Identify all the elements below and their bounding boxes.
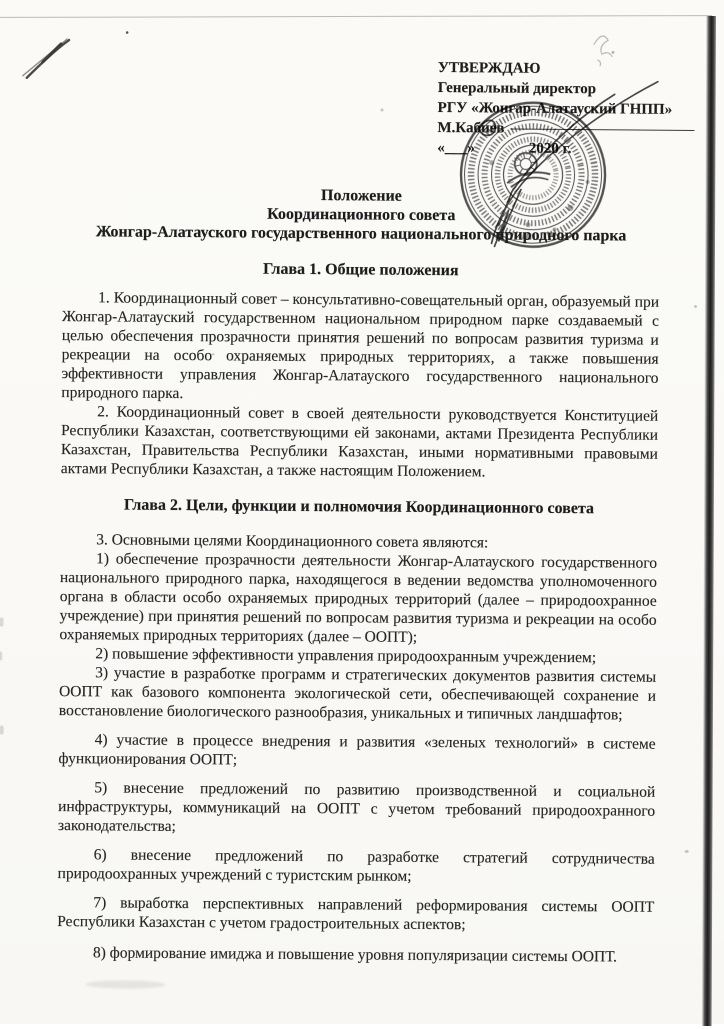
list-item-3: 3) участие в разработке программ и стратегических документов развития системы ООПТ как базового компонента экологической сети, обеспечивающей сохранение и восстановление биологического разнообразия, уникальных и типичных ландшафтов; bbox=[59, 663, 656, 725]
handwritten-page-mark bbox=[9, 26, 139, 89]
list-item-7: 7) выработка перспективных направлений реформирования системы ООПТ Республики Казахстан с учетом градостроительных аспектов; bbox=[57, 893, 654, 936]
date-day-blank: «___» bbox=[437, 140, 475, 156]
scan-margin-mark bbox=[0, 726, 4, 735]
list-item-8: 8) формирование имиджа и повышение уровня популяризации системы ООПТ. bbox=[57, 943, 654, 967]
approver-organization: РГУ «Жонгар-Алатауский ГНПП» bbox=[437, 98, 699, 120]
paragraph-1: 1. Координационный совет – консультативно-совещательный орган, образуемый при Жонгар-Алатауский государственном национальном природном парке создаваемый с целью обеспечения прозрачности принятия решений по вопросам развития туризма и рекреации на особо охраняемых природных территориях, а также повышения эффективности управления Жонгар-Алатауского государственного национального природного парка. bbox=[61, 288, 659, 407]
scan-speck bbox=[212, 353, 215, 355]
chapter-1-heading: Глава 1. Общие положения bbox=[62, 258, 659, 282]
chapter-2-heading: Глава 2. Цели, функции и полномочия Координационного совета bbox=[60, 495, 657, 519]
list-item-4: 4) участие в процессе внедрения и развития «зеленых технологий» в системе функционирования ООПТ; bbox=[58, 730, 655, 773]
scan-speck bbox=[685, 850, 689, 853]
date-year: 2020 г. bbox=[529, 141, 572, 157]
approval-word: УТВЕРЖДАЮ bbox=[438, 58, 700, 80]
approver-position: Генеральный директор bbox=[438, 78, 700, 100]
paragraph-2: 2. Координационный совет в своей деятельности руководствуется Конституцией Республики Казахстан, соответствующими ей законами, актами Президента Республики Казахстан, Правительства Республики Казахстан, иными нормативными правовыми актами Республики Казахстан, а также настоящим Положением. bbox=[61, 402, 659, 483]
list-item-1: 1) обеспечение прозрачности деятельности Жонгар-Алатауского государственного национального природного парка, находящегося в ведении ведомства уполномоченного органа в области особо охраняемых природных территорий (далее – природоохранное учреждение) при принятия решений по вопросам развития туризма и рекреации на особо охраняемых природных территориях (далее – ООПТ); bbox=[59, 549, 657, 649]
scan-margin-mark bbox=[0, 652, 2, 661]
scan-margin-mark bbox=[0, 618, 4, 627]
document-body bbox=[57, 184, 660, 967]
approver-name: М.Кабиев bbox=[437, 120, 504, 137]
doc-title-line-2: Координационного совета bbox=[63, 203, 660, 227]
list-item-5: 5) внесение предложений по развитию производственной и социальной инфраструктуры, коммуникаций на ООПТ с учетом требований природоохранного законодательства; bbox=[58, 778, 655, 840]
scan-speck bbox=[381, 109, 384, 112]
list-item-2: 2) повышение эффективности управления природоохранным учреждением; bbox=[59, 644, 656, 668]
list-item-6: 6) внесение предложений по разработке стратегий сотрудничества природоохранных учреждений с туристским рынком; bbox=[57, 845, 654, 888]
doc-title-line-3: Жонгар-Алатауского государственного национального природного парка bbox=[63, 222, 660, 246]
paragraph-3-intro: 3. Основными целями Координационного совета являются: bbox=[60, 530, 657, 554]
doc-title-line-1: Положение bbox=[63, 184, 660, 208]
scan-smudge bbox=[86, 980, 166, 989]
scan-speck bbox=[694, 305, 697, 308]
